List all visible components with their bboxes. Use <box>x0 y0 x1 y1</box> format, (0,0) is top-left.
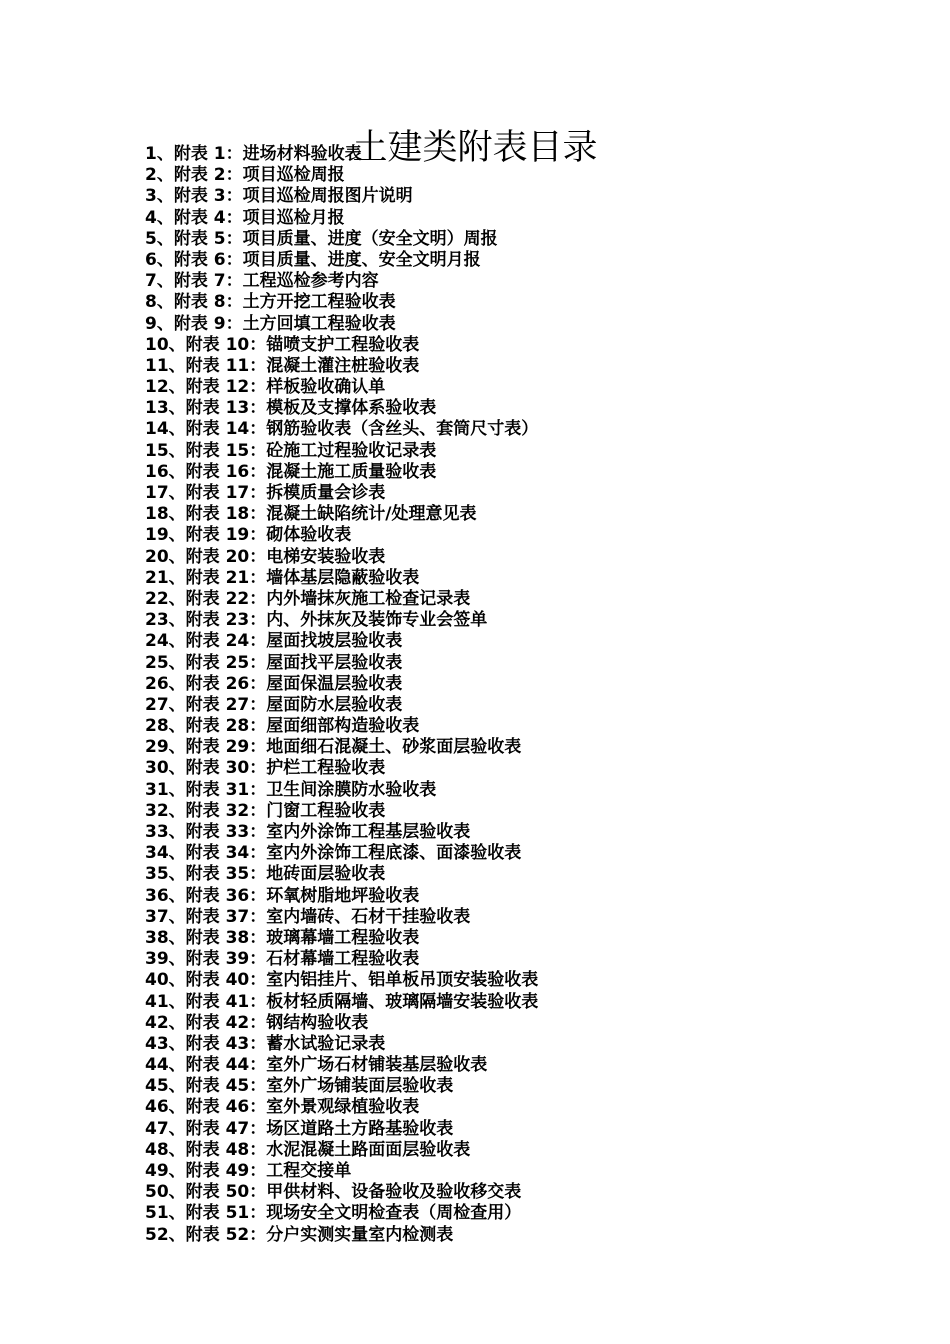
toc-item: 34、附表 34：室内外涂饰工程底漆、面漆验收表 <box>145 843 522 864</box>
toc-item: 14、附表 14：钢筋验收表（含丝头、套筒尺寸表） <box>145 419 539 440</box>
page-title: 土建类附表目录 <box>352 128 598 169</box>
toc-item: 18、附表 18：混凝土缺陷统计/处理意见表 <box>145 504 477 525</box>
toc-item: 43、附表 43：蓄水试验记录表 <box>145 1033 386 1054</box>
toc-item: 28、附表 28：屋面细部构造验收表 <box>145 716 420 737</box>
toc-item: 30、附表 30：护栏工程验收表 <box>145 758 386 779</box>
toc-item: 4、附表 4：项目巡检月报 <box>145 207 345 228</box>
toc-item: 3、附表 3：项目巡检周报图片说明 <box>145 186 413 207</box>
toc-item: 50、附表 50：甲供材料、设备验收及验收移交表 <box>145 1182 522 1203</box>
toc-item: 36、附表 36：环氧树脂地坪验收表 <box>145 885 420 906</box>
toc-item: 12、附表 12：样板验收确认单 <box>145 377 386 398</box>
toc-item: 41、附表 41：板材轻质隔墙、玻璃隔墙安装验收表 <box>145 991 539 1012</box>
toc-item: 25、附表 25：屋面找平层验收表 <box>145 652 403 673</box>
toc-item: 47、附表 47：场区道路土方路基验收表 <box>145 1118 454 1139</box>
toc-item: 37、附表 37：室内墙砖、石材干挂验收表 <box>145 906 471 927</box>
toc-item: 9、附表 9：土方回填工程验收表 <box>145 313 396 334</box>
toc-item: 5、附表 5：项目质量、进度（安全文明）周报 <box>145 228 498 249</box>
toc-item: 51、附表 51：现场安全文明检查表（周检查用） <box>145 1203 522 1224</box>
toc-item: 33、附表 33：室内外涂饰工程基层验收表 <box>145 822 471 842</box>
toc-item: 7、附表 7：工程巡检参考内容 <box>145 271 379 292</box>
toc-item: 45、附表 45：室外广场铺装面层验收表 <box>145 1076 454 1097</box>
toc-item: 42、附表 42：钢结构验收表 <box>145 1012 369 1033</box>
toc-item: 17、附表 17：拆模质量会诊表 <box>145 483 386 503</box>
toc-item: 27、附表 27：屋面防水层验收表 <box>145 694 403 715</box>
toc-item: 20、附表 20：电梯安装验收表 <box>145 546 386 567</box>
table-of-contents <box>145 144 538 1246</box>
toc-item: 32、附表 32：门窗工程验收表 <box>145 800 386 821</box>
toc-item: 46、附表 46：室外景观绿植验收表 <box>145 1097 420 1118</box>
toc-item: 29、附表 29：地面细石混凝土、砂浆面层验收表 <box>145 737 522 758</box>
toc-item: 21、附表 21：墙体基层隐蔽验收表 <box>145 567 420 588</box>
toc-item: 52、附表 52：分户实测实量室内检测表 <box>145 1224 454 1245</box>
toc-item: 2、附表 2：项目巡检周报 <box>145 165 345 186</box>
toc-item: 8、附表 8：土方开挖工程验收表 <box>145 292 396 313</box>
toc-item: 13、附表 13：模板及支撑体系验收表 <box>145 398 437 419</box>
toc-item: 1、附表 1：进场材料验收表 <box>145 144 362 164</box>
toc-item: 38、附表 38：玻璃幕墙工程验收表 <box>145 927 420 948</box>
toc-item: 35、附表 35：地砖面层验收表 <box>145 864 386 885</box>
toc-item: 19、附表 19：砌体验收表 <box>145 525 352 546</box>
toc-item: 40、附表 40：室内铝挂片、铝单板吊顶安装验收表 <box>145 970 539 991</box>
toc-item: 48、附表 48：水泥混凝土路面面层验收表 <box>145 1139 471 1160</box>
toc-item: 24、附表 24：屋面找坡层验收表 <box>145 631 403 652</box>
toc-item: 44、附表 44：室外广场石材铺装基层验收表 <box>145 1055 488 1076</box>
toc-item: 11、附表 11：混凝土灌注桩验收表 <box>145 355 420 376</box>
toc-item: 16、附表 16：混凝土施工质量验收表 <box>145 461 437 482</box>
toc-item: 6、附表 6：项目质量、进度、安全文明月报 <box>145 249 481 270</box>
toc-item: 10、附表 10：锚喷支护工程验收表 <box>145 334 420 355</box>
toc-item: 31、附表 31：卫生间涂膜防水验收表 <box>145 779 437 800</box>
toc-item: 15、附表 15：砼施工过程验收记录表 <box>145 440 437 461</box>
toc-item: 23、附表 23：内、外抹灰及装饰专业会签单 <box>145 610 488 631</box>
toc-item: 26、附表 26：屋面保温层验收表 <box>145 673 403 694</box>
toc-item: 39、附表 39：石材幕墙工程验收表 <box>145 949 420 970</box>
toc-item: 22、附表 22：内外墙抹灰施工检查记录表 <box>145 588 471 609</box>
toc-item: 49、附表 49：工程交接单 <box>145 1161 352 1181</box>
